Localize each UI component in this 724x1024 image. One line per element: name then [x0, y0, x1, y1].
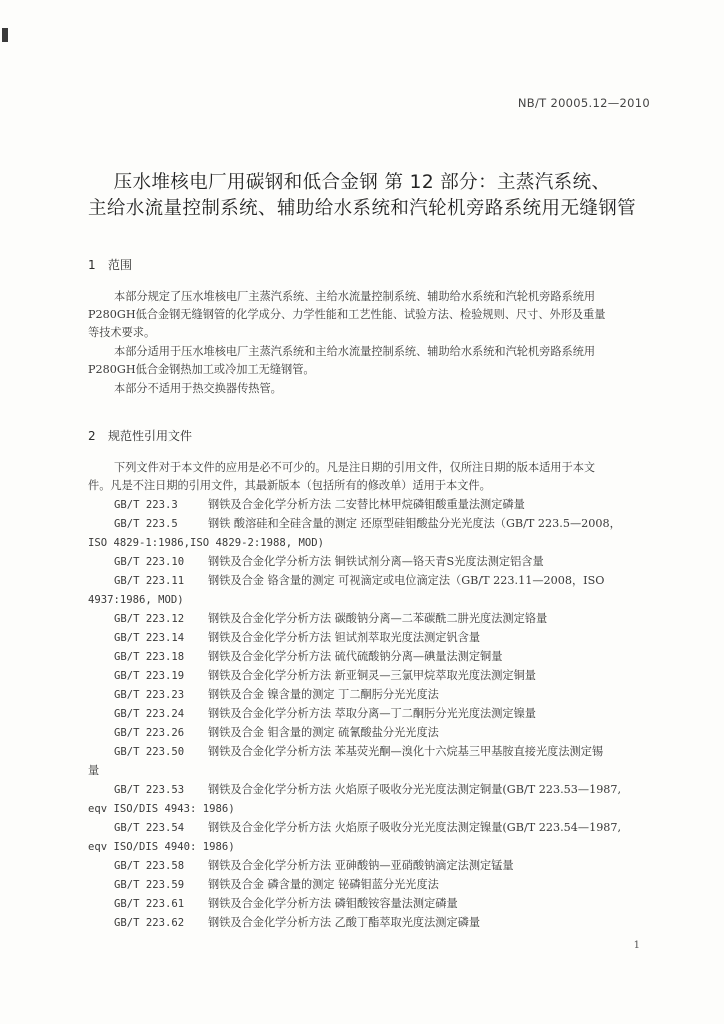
section-title: 规范性引用文件: [108, 429, 193, 443]
reference-title: 钢铁及合金化学分析方法 火焰原子吸收分光光度法测定镍量(GB/T 223.54—1987,: [208, 821, 622, 834]
reference-code: GB/T 223.59: [114, 879, 185, 891]
document-title-line-2: 主给水流量控制系统、辅助给水系统和汽轮机旁路系统用无缝钢管: [87, 198, 637, 219]
reference-item: [114, 706, 536, 722]
reference-item: [114, 649, 502, 665]
reference-title: 钢铁及合金化学分析方法 铜铁试剂分离—铬天青S光度法测定铝含量: [208, 555, 544, 568]
paragraph-line: 本部分适用于压水堆核电厂主蒸汽系统和主给水流量控制系统、辅助给水系统和汽轮机旁路系统用: [114, 345, 596, 358]
paragraph-line: 等技术要求。: [88, 326, 156, 339]
document-title-line-1: 压水堆核电厂用碳钢和低合金钢 第 12 部分：主蒸汽系统、: [113, 172, 611, 193]
reference-code: GB/T 223.11: [114, 575, 185, 587]
reference-code: GB/T 223.61: [114, 898, 185, 910]
reference-code: GB/T 223.62: [114, 917, 185, 929]
reference-item: [114, 611, 547, 627]
reference-title: 钢铁及合金 磷含量的测定 铋磷钼蓝分光光度法: [208, 878, 439, 891]
reference-title: 钢铁及合金化学分析方法 苯基荧光酮—溴化十六烷基三甲基胺直接光度法测定锡: [208, 745, 604, 758]
reference-item: [114, 668, 536, 684]
paragraph-line: 下列文件对于本文件的应用是必不可少的。凡是注日期的引用文件，仅所注日期的版本适用于本文: [114, 461, 596, 474]
reference-item: [114, 896, 458, 912]
reference-title: 钢铁及合金 镍含量的测定 丁二酮肟分光光度法: [208, 688, 439, 701]
reference-title: 钢铁 酸溶硅和全硅含量的测定 还原型硅钼酸盐分光光度法（GB/T 223.5—2008，: [208, 517, 621, 530]
reference-item: [114, 554, 544, 570]
reference-item: [114, 630, 480, 646]
reference-title: 钢铁及合金 铬含量的测定 可视滴定或电位滴定法（GB/T 223.11—2008，ISO: [208, 574, 605, 587]
section-1-heading: [88, 256, 132, 273]
reference-title: 钢铁及合金化学分析方法 乙酸丁酯萃取光度法测定磷量: [208, 916, 481, 929]
reference-title: 钢铁及合金化学分析方法 碳酸钠分离—二苯碳酰二肼光度法测定铬量: [208, 612, 548, 625]
reference-continuation: ISO 4829-1:1986,ISO 4829-2:1988, MOD): [88, 537, 324, 549]
reference-code: GB/T 223.5: [114, 518, 178, 530]
reference-item: [114, 858, 514, 874]
section-number: 1: [88, 258, 96, 272]
reference-code: GB/T 223.12: [114, 613, 185, 625]
reference-code: GB/T 223.26: [114, 727, 185, 739]
reference-code: GB/T 223.18: [114, 651, 185, 663]
paragraph-line: 本部分规定了压水堆核电厂主蒸汽系统、主给水流量控制系统、辅助给水系统和汽轮机旁路系统用: [114, 290, 596, 303]
reference-continuation: 量: [88, 764, 100, 777]
reference-item: [114, 915, 480, 931]
reference-title: 钢铁及合金化学分析方法 新亚铜灵—三氯甲烷萃取光度法测定铜量: [208, 669, 536, 682]
reference-item: [114, 497, 525, 513]
reference-item: [114, 877, 439, 893]
reference-item: [114, 687, 439, 703]
scan-artifact: [2, 28, 8, 42]
section-title: 范围: [108, 258, 133, 272]
paragraph-line: 件。凡是不注日期的引用文件，其最新版本（包括所有的修改单）适用于本文件。: [88, 479, 491, 492]
reference-code: GB/T 223.54: [114, 822, 185, 834]
reference-continuation: 4937:1986, MOD): [88, 594, 184, 606]
reference-code: GB/T 223.50: [114, 746, 185, 758]
section-number: 2: [88, 429, 96, 443]
reference-title: 钢铁及合金化学分析方法 二安替比林甲烷磷钼酸重量法测定磷量: [208, 498, 525, 511]
reference-title: 钢铁及合金化学分析方法 磷钼酸铵容量法测定磷量: [208, 897, 458, 910]
reference-item: [114, 744, 603, 760]
paragraph-line: P280GH低合金钢无缝钢管的化学成分、力学性能和工艺性能、试验方法、检验规则、尺寸、外形及重量: [88, 308, 606, 321]
reference-item: [114, 573, 604, 589]
reference-title: 钢铁及合金化学分析方法 亚砷酸钠—亚硝酸钠滴定法测定锰量: [208, 859, 514, 872]
reference-title: 钢铁及合金化学分析方法 硫代硫酸钠分离—碘量法测定铜量: [208, 650, 503, 663]
reference-title: 钢铁及合金 钼含量的测定 硫氰酸盐分光光度法: [208, 726, 439, 739]
reference-code: GB/T 223.53: [114, 784, 185, 796]
reference-item: [114, 782, 621, 798]
reference-code: GB/T 223.58: [114, 860, 185, 872]
reference-title: 钢铁及合金化学分析方法 火焰原子吸收分光光度法测定铜量(GB/T 223.53—1987,: [208, 783, 622, 796]
reference-continuation: eqv ISO/DIS 4943: 1986): [88, 803, 235, 815]
standard-number: NB/T 20005.12—2010: [517, 96, 650, 110]
reference-code: GB/T 223.3: [114, 499, 178, 511]
reference-item: [114, 516, 621, 532]
paragraph-line: P280GH低合金钢热加工或冷加工无缝钢管。: [88, 363, 315, 376]
reference-code: GB/T 223.19: [114, 670, 185, 682]
reference-code: GB/T 223.10: [114, 556, 185, 568]
section-2-heading: [88, 427, 192, 444]
reference-code: GB/T 223.14: [114, 632, 185, 644]
reference-code: GB/T 223.23: [114, 689, 185, 701]
reference-continuation: eqv ISO/DIS 4940: 1986): [88, 841, 235, 853]
paragraph-line: 本部分不适用于热交换器传热管。: [114, 382, 282, 395]
reference-title: 钢铁及合金化学分析方法 萃取分离—丁二酮肟分光光度法测定镍量: [208, 707, 536, 720]
page-number: 1: [633, 940, 640, 951]
reference-item: [114, 725, 439, 741]
reference-code: GB/T 223.24: [114, 708, 185, 720]
reference-title: 钢铁及合金化学分析方法 钽试剂萃取光度法测定钒含量: [208, 631, 481, 644]
reference-item: [114, 820, 621, 836]
